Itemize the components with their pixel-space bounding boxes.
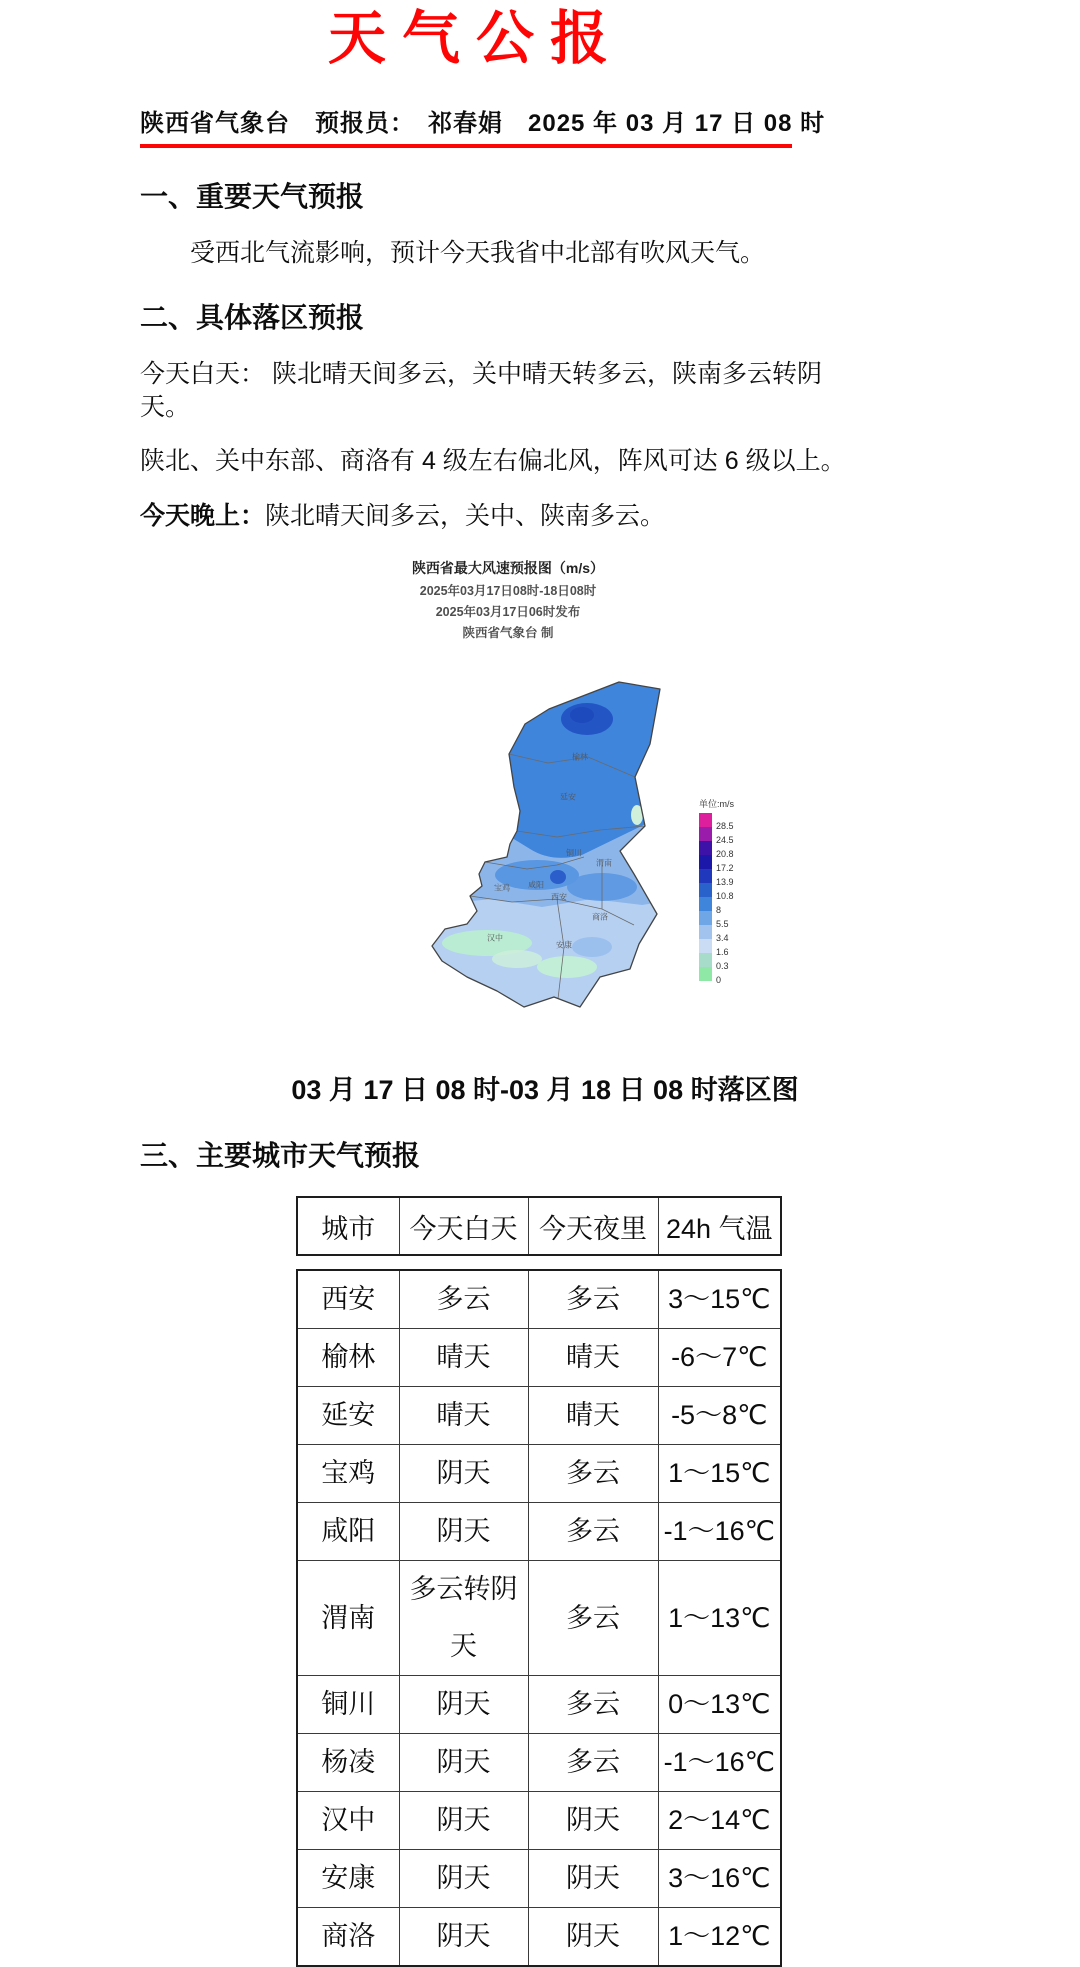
table-cell: 延安 xyxy=(297,1387,399,1445)
legend-unit-label: 单位:m/s xyxy=(699,799,734,810)
forecast-night-line xyxy=(140,500,860,533)
legend-value-label: 0 xyxy=(716,975,722,986)
section-1-paragraph: 受西北气流影响，预计今天我省中北部有吹风天气。 xyxy=(190,238,766,267)
table-cell: 商洛 xyxy=(297,1908,399,1967)
table-cell: -6～7℃ xyxy=(658,1329,781,1387)
legend-color-swatch xyxy=(699,897,712,911)
legend-value-label: 0.3 xyxy=(716,961,729,972)
legend-color-swatch xyxy=(699,813,712,827)
legend-color-swatch xyxy=(699,953,712,967)
table-cell: 阴天 xyxy=(399,1676,528,1734)
city-label: 榆林 xyxy=(572,752,588,762)
table-cell: 多云 xyxy=(528,1270,658,1329)
legend-color-swatch xyxy=(699,869,712,883)
table-row xyxy=(297,1561,781,1676)
table-cell: 阴天 xyxy=(399,1792,528,1850)
city-label: 渭南 xyxy=(596,858,612,868)
section-3-heading: 三、主要城市天气预报 xyxy=(140,1140,421,1172)
legend-scale xyxy=(699,813,734,986)
table-cell: 1～12℃ xyxy=(658,1908,781,1967)
table-cell: 2～14℃ xyxy=(658,1792,781,1850)
table-cell: 汉中 xyxy=(297,1792,399,1850)
city-label: 延安 xyxy=(560,792,576,802)
weather-bulletin-document xyxy=(0,6,1080,1952)
table-row xyxy=(297,1676,781,1734)
legend-value-label: 20.8 xyxy=(716,849,734,860)
night-text: 陕北晴天间多云，关中、陕南多云。 xyxy=(265,501,666,530)
table-cell: 阴天 xyxy=(399,1908,528,1967)
legend-color-swatch xyxy=(699,841,712,855)
table-cell: 阴天 xyxy=(399,1850,528,1908)
column-header: 今天夜里 xyxy=(528,1197,658,1255)
table-header-row xyxy=(297,1197,781,1255)
map-titles xyxy=(352,558,664,641)
table-cell: 阴天 xyxy=(528,1908,658,1967)
table-cell: 多云 xyxy=(528,1676,658,1734)
legend-value-label: 17.2 xyxy=(716,863,734,874)
city-label: 铜川 xyxy=(566,848,582,858)
night-label: 今天晚上： xyxy=(140,501,266,530)
table-cell: 阴天 xyxy=(399,1503,528,1561)
table-row xyxy=(297,1908,781,1967)
table-row xyxy=(297,1329,781,1387)
table-row xyxy=(297,1734,781,1792)
forecast-day-line: 今天白天： 陕北晴天间多云，关中晴天转多云，陕南多云转阴天。 xyxy=(140,360,822,421)
map-title: 陕西省最大风速预报图（m/s） xyxy=(411,560,605,577)
table-cell: 渭南 xyxy=(297,1561,399,1676)
table-row xyxy=(297,1445,781,1503)
legend-value-label: 1.6 xyxy=(716,947,729,958)
table-cell: 多云 xyxy=(528,1445,658,1503)
legend-value-label: 5.5 xyxy=(716,919,729,930)
table-cell: -1～16℃ xyxy=(658,1503,781,1561)
table-cell: 多云 xyxy=(528,1561,658,1676)
city-label: 商洛 xyxy=(592,912,608,922)
forecast-body-table xyxy=(296,1269,782,1967)
city-label: 汉中 xyxy=(487,933,503,943)
section-2-heading: 二、具体落区预报 xyxy=(140,302,365,334)
meta-line: 陕西省气象台 预报员： 祁春娟 2025 年 03 月 17 日 08 时 xyxy=(140,103,792,148)
page-title: 天气公报 xyxy=(327,6,624,71)
city-forecast-tables xyxy=(296,1196,782,1967)
table-row xyxy=(297,1792,781,1850)
legend-color-swatch xyxy=(699,883,712,897)
section-1-heading: 一、重要天气预报 xyxy=(140,180,365,212)
legend-color-swatch xyxy=(699,855,712,869)
legend-color-swatch xyxy=(699,925,712,939)
table-cell: 阴天 xyxy=(399,1445,528,1503)
legend-value-label: 28.5 xyxy=(716,821,734,832)
table-row xyxy=(297,1503,781,1561)
table-cell: -5～8℃ xyxy=(658,1387,781,1445)
map-caption: 03 月 17 日 08 时-03 月 18 日 08 时落区图 xyxy=(291,1075,799,1106)
city-label: 西安 xyxy=(551,892,567,902)
legend-color-swatch xyxy=(699,939,712,953)
column-header: 城市 xyxy=(297,1197,399,1255)
table-cell: 0～13℃ xyxy=(658,1676,781,1734)
legend-entry xyxy=(699,813,734,832)
forecast-wind-line: 陕北、关中东部、商洛有 4 级左右偏北风，阵风可达 6 级以上。 xyxy=(140,447,846,476)
legend-value-label: 10.8 xyxy=(716,891,734,902)
table-cell: 榆林 xyxy=(297,1329,399,1387)
table-cell: 1～13℃ xyxy=(658,1561,781,1676)
table-cell: 多云 xyxy=(528,1734,658,1792)
city-label: 安康 xyxy=(556,940,572,950)
table-cell: 多云 xyxy=(528,1503,658,1561)
legend-value-label: 24.5 xyxy=(716,835,734,846)
city-label: 咸阳 xyxy=(528,880,544,890)
table-cell: 晴天 xyxy=(528,1387,658,1445)
map-issued-time: 2025年03月17日06时发布 xyxy=(435,605,581,620)
legend-color-swatch xyxy=(699,967,712,981)
table-cell: 晴天 xyxy=(528,1329,658,1387)
table-cell: 杨凌 xyxy=(297,1734,399,1792)
table-row xyxy=(297,1387,781,1445)
table-cell: 3～15℃ xyxy=(658,1270,781,1329)
map-producer: 陕西省气象台 制 xyxy=(462,626,554,641)
table-cell: 咸阳 xyxy=(297,1503,399,1561)
legend-value-label: 13.9 xyxy=(716,877,734,888)
legend-value-label: 8 xyxy=(716,905,722,916)
wind-speed-legend xyxy=(699,797,734,986)
table-cell: 多云转阴天 xyxy=(399,1561,528,1676)
table-cell: 晴天 xyxy=(399,1329,528,1387)
table-row xyxy=(297,1850,781,1908)
column-header: 今天白天 xyxy=(399,1197,528,1255)
legend-color-swatch xyxy=(699,827,712,841)
table-cell: -1～16℃ xyxy=(658,1734,781,1792)
map-date-range: 2025年03月17日08时-18日08时 xyxy=(419,584,597,599)
table-cell: 多云 xyxy=(399,1270,528,1329)
table-cell: 宝鸡 xyxy=(297,1445,399,1503)
table-row xyxy=(297,1270,781,1329)
legend-color-swatch xyxy=(699,911,712,925)
column-header: 24h 气温 xyxy=(658,1197,781,1255)
shaanxi-wind-map xyxy=(352,647,782,1032)
table-cell: 3～16℃ xyxy=(658,1850,781,1908)
table-cell: 安康 xyxy=(297,1850,399,1908)
table-cell: 阴天 xyxy=(528,1850,658,1908)
table-cell: 西安 xyxy=(297,1270,399,1329)
table-cell: 晴天 xyxy=(399,1387,528,1445)
wind-speed-map-figure xyxy=(352,558,782,1032)
table-cell: 铜川 xyxy=(297,1676,399,1734)
city-label: 宝鸡 xyxy=(494,883,510,893)
forecast-header-table xyxy=(296,1196,782,1256)
legend-value-label: 3.4 xyxy=(716,933,729,944)
table-cell: 阴天 xyxy=(399,1734,528,1792)
table-cell: 1～15℃ xyxy=(658,1445,781,1503)
table-cell: 阴天 xyxy=(528,1792,658,1850)
